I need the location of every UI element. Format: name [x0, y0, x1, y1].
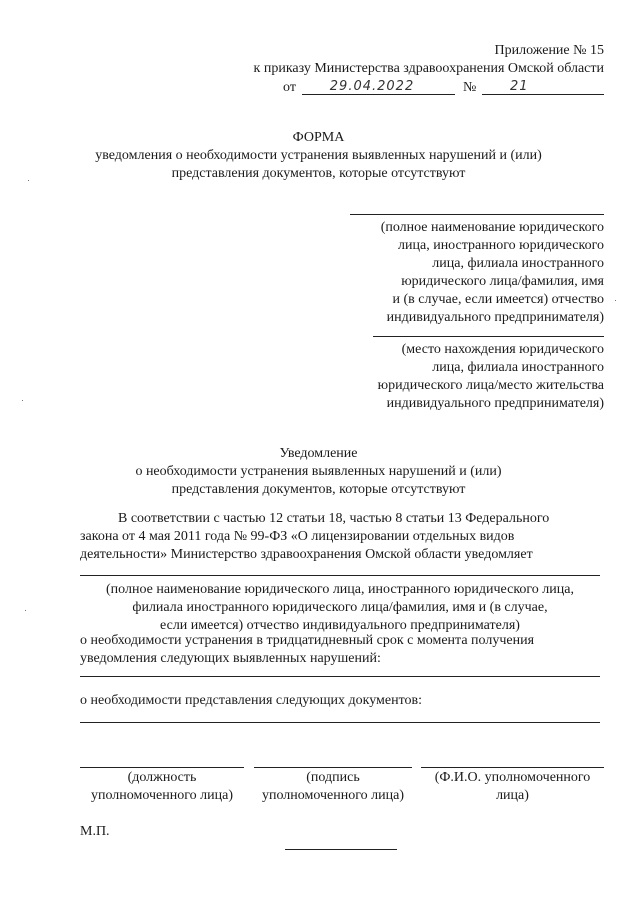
date-label: от — [283, 80, 296, 95]
stamp-label: М.П. — [80, 824, 110, 839]
addressee-name-hint-3: лица, филиала иностранного — [432, 256, 604, 271]
position-line — [80, 767, 244, 768]
scan-speck — [28, 180, 29, 181]
entity-hint-line3: если имеется) отчество индивидуального предпринимателя) — [160, 618, 520, 633]
notice-subtitle-line1: о необходимости устранения выявленных нарушений и (или) — [135, 464, 502, 479]
handwritten-date: 29.04.2022 — [329, 79, 415, 94]
addressee-name-line — [350, 214, 604, 215]
addressee-name-hint-6: индивидуального предпринимателя) — [386, 310, 604, 325]
violations-line1: о необходимости устранения в тридцатидневный срок с момента получения — [80, 633, 535, 648]
notice-subtitle-line2: представления документов, которые отсутствуют — [171, 482, 466, 497]
appendix-number: Приложение № 15 — [494, 43, 604, 58]
scan-speck — [615, 300, 616, 301]
addressee-location-hint-2: лица, филиала иностранного — [432, 360, 604, 375]
form-title: ФОРМА — [292, 130, 345, 145]
entity-hint-line2: филиала иностранного юридического лица/фамилия, имя и (в случае, — [132, 600, 548, 615]
notice-title: Уведомление — [279, 446, 358, 461]
handwritten-number: 21 — [510, 79, 529, 94]
violations-line2: уведомления следующих выявленных нарушений: — [80, 651, 381, 666]
signature-line — [254, 767, 412, 768]
position-hint-line2: уполномоченного лица) — [91, 788, 233, 803]
number-underline — [482, 94, 604, 95]
scan-speck — [22, 400, 23, 401]
documents-blank-line — [80, 722, 600, 723]
addressee-location-hint-1: (место нахождения юридического — [401, 342, 604, 357]
scan-speck — [25, 610, 26, 611]
addressee-name-hint-4: юридического лица/фамилия, имя — [401, 274, 604, 289]
addressee-location-hint-3: юридического лица/место жительства — [377, 378, 604, 393]
fio-line — [421, 767, 604, 768]
number-label: № — [463, 80, 477, 95]
addressee-name-hint-2: лица, иностранного юридического — [398, 238, 604, 253]
notice-body-line2: закона от 4 мая 2011 года № 99-ФЗ «О лицензировании отдельных видов — [80, 529, 515, 544]
signature-hint-line2: уполномоченного лица) — [262, 788, 404, 803]
addressee-name-hint-5: и (в случае, если имеется) отчество — [392, 292, 604, 307]
fio-hint-line2: лица) — [496, 788, 529, 803]
fio-hint-line1: (Ф.И.О. уполномоченного — [434, 770, 591, 785]
addressee-location-hint-4: индивидуального предпринимателя) — [386, 396, 604, 411]
form-subtitle-line2: представления документов, которые отсутствуют — [171, 166, 466, 181]
entity-hint-line1: (полное наименование юридического лица, иностранного юридического лица, — [106, 582, 574, 597]
form-subtitle-line1: уведомления о необходимости устранения выявленных нарушений и (или) — [95, 148, 542, 163]
signature-hint-line1: (подпись — [306, 770, 360, 785]
bottom-separator — [285, 849, 397, 850]
notice-body-line1: В соответствии с частью 12 статьи 18, частью 8 статьи 13 Федерального — [118, 511, 550, 526]
addressee-name-hint-1: (полное наименование юридического — [380, 220, 604, 235]
entity-name-line — [80, 575, 600, 576]
notice-body-line3: деятельности» Министерство здравоохранения Омской области уведомляет — [80, 547, 533, 562]
position-hint-line1: (должность — [127, 770, 197, 785]
documents-line: о необходимости представления следующих документов: — [80, 693, 423, 708]
violations-blank-line — [80, 676, 600, 677]
addressee-location-line — [373, 336, 604, 337]
order-reference: к приказу Министерства здравоохранения Омской области — [253, 61, 604, 76]
